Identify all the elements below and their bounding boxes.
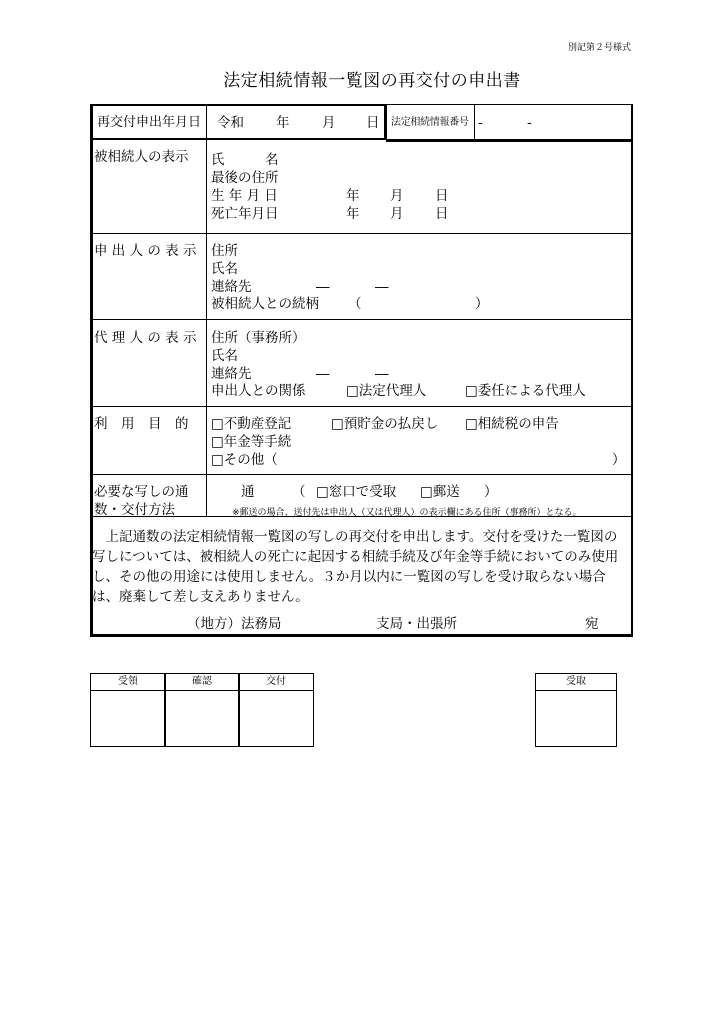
applicant-contact-dash-1: ― [316,279,330,295]
frame-top-right [386,104,632,105]
office-name: （地方）法務局 [187,616,282,632]
agent-relation: 申出人との関係 [211,383,306,399]
applicant-bottom [90,319,632,320]
row1-bottom-right [386,139,632,142]
frame-top-left [90,104,386,106]
agent-contact-dash-1: ― [316,366,330,382]
checkbox-mail[interactable]: □郵送 [420,484,460,500]
date-month: 月 [322,115,336,131]
branch-name: 支局・出張所 [376,616,457,632]
stamp-confirmed [164,673,240,747]
checkbox-legal-representative[interactable]: □法定代理人 [346,383,427,399]
death-day: 日 [435,206,449,222]
date-label: 再交付申出年月日 [97,115,202,130]
page-title: 法定相続情報一覧図の再交付の申出書 [223,71,521,91]
other-close: ） [612,452,626,468]
decedent-last-address: 最後の住所 [211,170,279,186]
frame-right [631,104,633,636]
agent-address: 住所（事務所） [211,330,306,346]
agent-contact: 連絡先 [211,366,252,382]
applicant-label: 申 出 人 の 表 示 [94,243,197,259]
number-label-divider [474,104,475,139]
applicant-relation-open: （ [348,296,362,312]
checkbox-real-estate[interactable]: □不動産登記 [211,416,292,432]
agent-bottom [90,406,632,407]
agent-contact-dash-2: ― [375,366,389,382]
era-reiwa: 令和 [217,115,244,131]
stamp-received-label: 受領 [91,674,165,691]
stamp-confirmed-label: 確認 [165,674,239,691]
form-code: 別記第２号様式 [568,43,632,53]
date-year: 年 [276,115,290,131]
date-day: 日 [366,115,380,131]
copies-label-2: 数・交付方法 [94,502,175,518]
birth-year: 年 [346,188,360,204]
applicant-name: 氏名 [211,261,238,277]
stamp-issued-label: 交付 [239,674,313,691]
copies-close: ） [484,484,498,500]
declaration-text: 上記通数の法定相続情報一覧図の写しの再交付を申出します。交付を受けた一覧図の写しについては、被相続人の死亡に起因する相続手続及び年金等手続においてのみ使用し、その他の用途には使用しません。３か月以内に一覧図の写しを受け取らない場合は、廃棄して差し支えありません。 [92,529,619,605]
mail-note: ※郵送の場合、送付先は申出人（又は代理人）の表示欄にある住所（事務所）となる。 [232,508,582,518]
stamp-pickup [535,673,617,747]
inheritance-number-label: 法定相続情報番号 [391,117,469,128]
applicant-contact: 連絡先 [211,279,252,295]
stamp-received [90,673,166,747]
copies-open: （ [292,484,306,500]
decedent-birth: 生 年 月 日 [211,188,278,204]
label-column-divider [206,104,207,517]
decedent-name: 氏 名 [211,152,279,168]
purpose-bottom [90,474,632,475]
decedent-label: 被相続人の表示 [94,149,189,165]
applicant-relation-close: ） [475,296,489,312]
decedent-bottom [90,233,632,234]
agent-name: 氏名 [211,348,238,364]
date-box-right [384,104,387,140]
applicant-relation: 被相続人との続柄 [211,296,319,312]
checkbox-delegated-representative[interactable]: □委任による代理人 [465,383,586,399]
number-dash-1: - [478,115,483,131]
agent-label: 代 理 人 の 表 示 [94,330,197,346]
checkbox-savings[interactable]: □預貯金の払戻し [331,416,439,432]
row1-bottom-left [90,138,386,140]
death-year: 年 [346,206,360,222]
birth-month: 月 [390,188,404,204]
checkbox-pension[interactable]: □年金等手続 [211,434,292,450]
copies-unit: 通 [241,484,255,500]
applicant-contact-dash-2: ― [375,279,389,295]
applicant-address: 住所 [211,243,238,259]
number-dash-2: - [527,115,532,131]
copies-label-1: 必要な写しの通 [94,484,189,500]
checkbox-inheritance-tax[interactable]: □相続税の申告 [465,416,559,432]
stamp-pickup-label: 受取 [536,674,616,691]
checkbox-other[interactable]: □その他（ [211,452,278,468]
checkbox-window[interactable]: □窓口で受取 [316,484,397,500]
birth-day: 日 [435,188,449,204]
stamp-issued [238,673,314,747]
frame-bottom [90,634,633,637]
addressee: 宛 [585,616,599,632]
death-month: 月 [390,206,404,222]
application-form [90,104,632,636]
decedent-death: 死亡年月日 [211,206,279,222]
purpose-label: 利 用 目 的 [94,416,189,432]
